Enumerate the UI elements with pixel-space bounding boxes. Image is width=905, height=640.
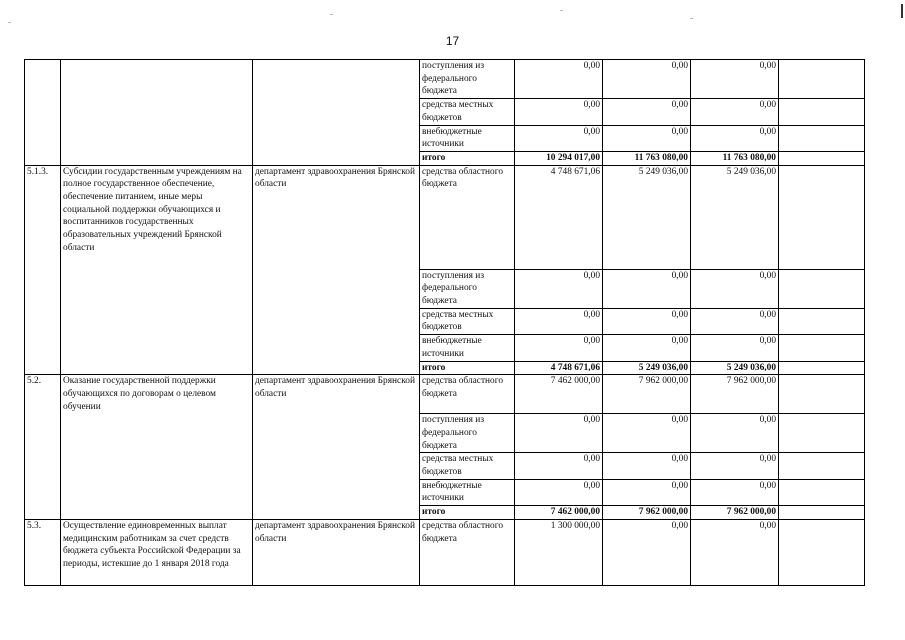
source-label: внебюджетные источники — [420, 479, 515, 505]
amount-cell: 0,00 — [691, 99, 779, 125]
total-amount: 10 294 017,00 — [515, 151, 603, 165]
table-row — [25, 60, 865, 99]
item-name: Оказание государственной поддержки обучающихся по договорам о целевом обучении — [61, 375, 253, 520]
total-amount: 11 763 080,00 — [603, 151, 691, 165]
amount-cell: 0,00 — [515, 308, 603, 334]
item-executor: департамент здравоохранения Брянской области — [253, 165, 420, 375]
amount-cell: 0,00 — [515, 414, 603, 453]
empty-cell — [779, 99, 865, 125]
table-row — [25, 375, 865, 414]
empty-cell — [779, 361, 865, 375]
table-row — [25, 519, 865, 585]
amount-cell: 7 962 000,00 — [603, 375, 691, 414]
scan-artifact — [8, 22, 11, 23]
amount-cell: 0,00 — [603, 335, 691, 361]
total-amount: 11 763 080,00 — [691, 151, 779, 165]
amount-cell: 0,00 — [691, 335, 779, 361]
amount-cell: 0,00 — [603, 453, 691, 479]
page-number: 17 — [445, 34, 460, 48]
empty-cell — [779, 519, 865, 585]
scan-edge-mark — [901, 4, 903, 18]
amount-cell: 0,00 — [515, 453, 603, 479]
item-name: Субсидии государственным учреждениям на полное государственное обеспечение, обеспечение питанием, иные меры социальной поддержки обучающихся и воспитанников государственных образовательных учреждений Брянской области — [61, 165, 253, 375]
source-label: средства местных бюджетов — [420, 99, 515, 125]
empty-cell — [779, 335, 865, 361]
total-amount: 5 249 036,00 — [691, 361, 779, 375]
table-row — [25, 165, 865, 269]
amount-cell: 0,00 — [603, 519, 691, 585]
amount-cell: 0,00 — [515, 335, 603, 361]
amount-cell: 5 249 036,00 — [603, 165, 691, 269]
empty-cell — [779, 479, 865, 505]
amount-cell: 0,00 — [603, 125, 691, 151]
source-label: внебюджетные источники — [420, 125, 515, 151]
empty-cell — [779, 308, 865, 334]
total-label: итого — [420, 151, 515, 165]
scan-artifact — [560, 10, 563, 11]
item-executor: департамент здравоохранения Брянской области — [253, 375, 420, 520]
empty-cell — [779, 414, 865, 453]
source-label: поступления из федерального бюджета — [420, 414, 515, 453]
amount-cell: 0,00 — [515, 99, 603, 125]
budget-table — [24, 59, 865, 586]
amount-cell: 0,00 — [603, 414, 691, 453]
amount-cell: 0,00 — [515, 125, 603, 151]
source-label: средства областного бюджета — [420, 375, 515, 414]
amount-cell: 0,00 — [515, 269, 603, 308]
amount-cell: 4 748 671,06 — [515, 165, 603, 269]
empty-cell — [779, 125, 865, 151]
code-cell — [25, 60, 61, 166]
empty-cell — [779, 165, 865, 269]
source-label: поступления из федерального бюджета — [420, 60, 515, 99]
empty-cell — [779, 60, 865, 99]
amount-cell: 0,00 — [515, 479, 603, 505]
source-label: средства местных бюджетов — [420, 453, 515, 479]
scan-artifact — [330, 14, 333, 15]
item-executor: департамент здравоохранения Брянской области — [253, 519, 420, 585]
item-code: 5.1.3. — [25, 165, 61, 375]
total-amount: 4 748 671,06 — [515, 361, 603, 375]
empty-cell — [779, 375, 865, 414]
amount-cell: 5 249 036,00 — [691, 165, 779, 269]
scan-artifact — [690, 18, 693, 19]
amount-cell: 0,00 — [515, 60, 603, 99]
empty-cell — [779, 453, 865, 479]
total-amount: 7 962 000,00 — [691, 506, 779, 520]
source-label: средства областного бюджета — [420, 165, 515, 269]
amount-cell: 0,00 — [603, 99, 691, 125]
empty-cell — [779, 151, 865, 165]
empty-cell — [779, 506, 865, 520]
empty-cell — [779, 269, 865, 308]
amount-cell: 7 462 000,00 — [515, 375, 603, 414]
total-label: итого — [420, 506, 515, 520]
amount-cell: 1 300 000,00 — [515, 519, 603, 585]
amount-cell: 0,00 — [603, 60, 691, 99]
total-label: итого — [420, 361, 515, 375]
amount-cell: 0,00 — [691, 60, 779, 99]
item-code: 5.3. — [25, 519, 61, 585]
name-cell — [61, 60, 253, 166]
amount-cell: 0,00 — [603, 269, 691, 308]
total-amount: 5 249 036,00 — [603, 361, 691, 375]
source-label: средства местных бюджетов — [420, 308, 515, 334]
amount-cell: 0,00 — [691, 125, 779, 151]
amount-cell: 0,00 — [691, 308, 779, 334]
source-label: средства областного бюджета — [420, 519, 515, 585]
executor-cell — [253, 60, 420, 166]
amount-cell: 0,00 — [691, 269, 779, 308]
source-label: поступления из федерального бюджета — [420, 269, 515, 308]
amount-cell: 0,00 — [603, 308, 691, 334]
total-amount: 7 462 000,00 — [515, 506, 603, 520]
amount-cell: 0,00 — [691, 479, 779, 505]
item-code: 5.2. — [25, 375, 61, 520]
total-amount: 7 962 000,00 — [603, 506, 691, 520]
amount-cell: 0,00 — [691, 453, 779, 479]
amount-cell: 0,00 — [691, 519, 779, 585]
source-label: внебюджетные источники — [420, 335, 515, 361]
item-name: Осуществление единовременных выплат медицинским работникам за счет средств бюджета субъекта Российской Федерации за периоды, истекшие до 1 января 2018 года — [61, 519, 253, 585]
amount-cell: 7 962 000,00 — [691, 375, 779, 414]
amount-cell: 0,00 — [691, 414, 779, 453]
amount-cell: 0,00 — [603, 479, 691, 505]
